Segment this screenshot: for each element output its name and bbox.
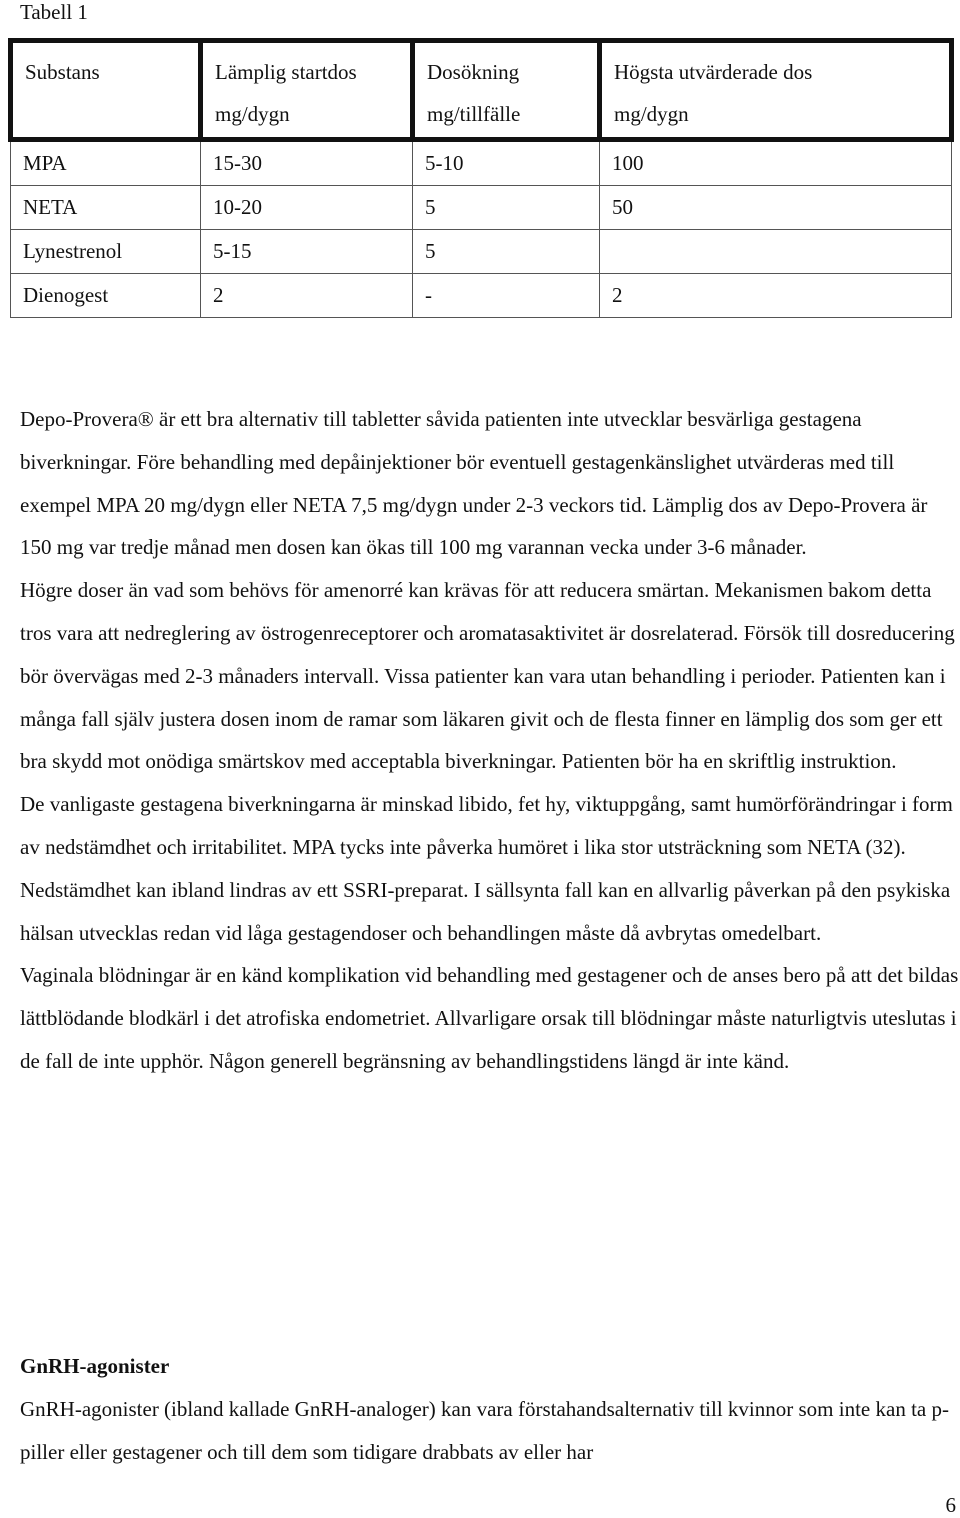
paragraph-depo-provera: Depo-Provera® är ett bra alternativ till tabletter såvida patienten inte utvecklar besvärliga gestagena biverkningar. Före behandling med depåinjektioner bör eventuell gestagenkänslighet utvärderas med till exempel MPA 20 mg/dygn eller NETA 7,5 mg/dygn under 2-3 veckors tid. Lämplig dos av Depo-Provera är 150 mg var tredje månad men dosen kan ökas till 100 mg varannan vecka under 3-6 månader. [20, 407, 928, 560]
paragraph-higher-doses: Högre doser än vad som behövs för amenorré kan krävas för att reducera smärtan. Mekanismen bakom detta tros vara att nedreglering av östrogenreceptorer och aromatasaktivitet är dosrelaterad. Försök till dosreducering bör övervägas med 2-3 månaders intervall. Vissa patienter kan vara utan behandling i perioder. Patienten kan i många fall själv justera dosen inom de ramar som läkaren givit och de flesta finner en lämplig dos som ger ett bra skydd mot onödiga smärtskov med acceptabla biverkningar. Patienten bör ha en skriftlig instruktion. [20, 578, 955, 774]
table-row [11, 274, 952, 318]
header-line: Lämplig startdos [215, 60, 357, 84]
header-line: Substans [25, 60, 100, 84]
section-text: GnRH-agonister (ibland kallade GnRH-analoger) kan vara förstahandsalternativ till kvinnor som inte kan ta p-piller eller gestagener och till dem som tidigare drabbats av eller har [20, 1397, 949, 1464]
table-cell: 15-30 [201, 140, 413, 186]
header-line: mg/tillfälle [427, 102, 521, 126]
table-cell: Lynestrenol [11, 230, 201, 274]
table-cell: 2 [201, 274, 413, 318]
table-cell: 100 [600, 140, 952, 186]
header-dose-increase [413, 41, 600, 140]
paragraph-vaginal-bleeding: Vaginala blödningar är en känd komplikation vid behandling med gestagener och de anses bero på att det bildas lättblödande blodkärl i det atrofiska endometriet. Allvarligare orsak till blödningar måste naturligtvis uteslutas i de fall de inte upphör. Någon generell begränsning av behandlingstidens längd är inte känd. [20, 963, 959, 1073]
header-substance [11, 41, 201, 140]
table-cell: 5-10 [413, 140, 600, 186]
header-line: Dosökning [427, 60, 520, 84]
header-start-dose [201, 41, 413, 140]
header-row [11, 41, 952, 140]
table-cell: - [413, 274, 600, 318]
table-cell: 5-15 [201, 230, 413, 274]
dosage-table-body [11, 140, 952, 318]
page-number: 6 [945, 1493, 956, 1517]
table-cell: 50 [600, 186, 952, 230]
table-cell [600, 230, 952, 274]
dosage-table-header [11, 41, 952, 140]
body-text [20, 398, 960, 1083]
section-heading: GnRH-agonister [20, 1354, 170, 1378]
table-cell: 2 [600, 274, 952, 318]
table-cell: Dienogest [11, 274, 201, 318]
header-line: Högsta utvärderade dos [614, 60, 813, 84]
header-max-dose [600, 41, 952, 140]
header-line: mg/dygn [614, 102, 689, 126]
paragraph-side-effects: De vanligaste gestagena biverkningarna är minskad libido, fet hy, viktuppgång, samt humörförändringar i form av nedstämdhet och irritabilitet. MPA tycks inte påverka humöret i lika stor utsträckning som NETA (32). Nedstämdhet kan ibland lindras av ett SSRI-preparat. I sällsynta fall kan en allvarlig påverkan på den psykiska hälsan utvecklas redan vid låga gestagendoser och behandlingen måste då avbrytas omedelbart. [20, 792, 953, 945]
table-cell: 5 [413, 230, 600, 274]
table-cell: NETA [11, 186, 201, 230]
table-cell: MPA [11, 140, 201, 186]
table-row [11, 186, 952, 230]
dosage-table [8, 38, 954, 318]
table-cell: 10-20 [201, 186, 413, 230]
table-caption: Tabell 1 [20, 0, 88, 24]
table-row [11, 140, 952, 186]
table-row [11, 230, 952, 274]
header-line: mg/dygn [215, 102, 290, 126]
table-cell: 5 [413, 186, 600, 230]
